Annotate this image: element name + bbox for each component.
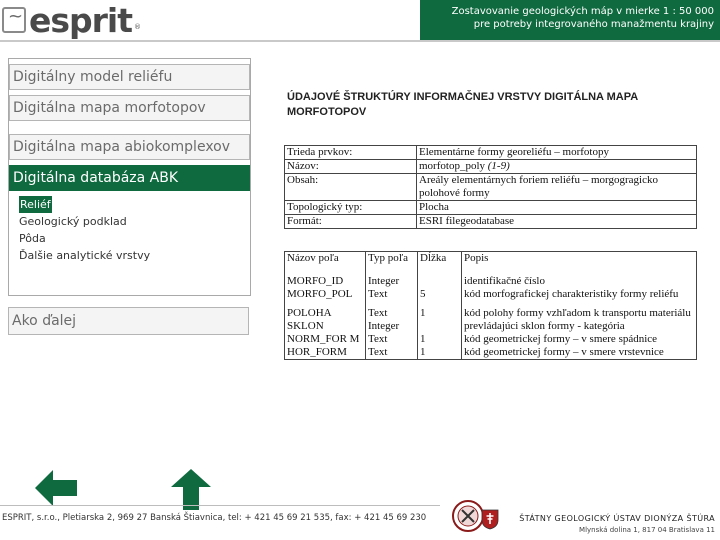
nav-item-next-steps[interactable]: Ako ďalej [8, 307, 249, 335]
field-name: HOR_FORM [285, 346, 366, 360]
attribute-table [284, 251, 697, 360]
sub-item-geology[interactable]: Geologický podklad [19, 215, 127, 228]
header-field-length: Dĺžka [418, 252, 462, 276]
info-value: Elementárne formy georeliéfu – morfotopy [417, 146, 697, 160]
nav-item-morphotope-map[interactable]: Digitálna mapa morfotopov [9, 95, 250, 121]
footer-contact: ESPRIT, s.r.o., Pletiarska 2, 969 27 Banská Štiavnica, tel: + 421 45 69 21 535, fax: + 421 45 69 230 [2, 513, 427, 523]
footer-divider [0, 505, 440, 506]
info-row [285, 174, 697, 201]
info-key: Formát: [285, 215, 417, 229]
info-row [285, 215, 697, 229]
info-value-range: (1-9) [487, 160, 510, 172]
sub-item-relief[interactable]: Reliéf [20, 198, 51, 211]
field-length: 1 [418, 333, 462, 346]
field-length [418, 320, 462, 333]
nav-item-abk-database[interactable]: Digitálna databáza ABK [9, 165, 250, 191]
field-type: Integer [366, 320, 418, 333]
attribute-row [285, 275, 697, 288]
field-type: Text [366, 301, 418, 320]
info-key: Trieda prvkov: [285, 146, 417, 160]
info-key: Obsah: [285, 174, 417, 201]
attribute-row [285, 301, 697, 320]
field-type: Text [366, 288, 418, 301]
field-description: kód polohy formy vzhľadom k transportu materiálu [462, 301, 697, 320]
field-name: NORM_FOR M [285, 333, 366, 346]
info-key: Názov: [285, 160, 417, 174]
institution-name: ŠTÁTNY GEOLOGICKÝ ÚSTAV DIONÝZA ŠTÚRA [519, 514, 715, 523]
field-description: kód morfografickej charakteristiky formy reliéfu [462, 288, 697, 301]
esprit-logo-mark-icon [2, 7, 26, 33]
attribute-row [285, 320, 697, 333]
esprit-logo [2, 2, 141, 38]
field-name: POLOHA [285, 301, 366, 320]
sub-item-soil[interactable]: Pôda [19, 232, 46, 245]
header-field-name: Názov poľa [285, 252, 366, 276]
field-type: Text [366, 346, 418, 360]
info-row [285, 146, 697, 160]
attribute-header-row [285, 252, 697, 276]
info-value: ESRI filegeodatabase [417, 215, 697, 229]
field-name: SKLON [285, 320, 366, 333]
info-table [284, 145, 697, 229]
info-row [285, 160, 697, 174]
info-row [285, 201, 697, 215]
nav-item-abiocomplex-map[interactable]: Digitálna mapa abiokomplexov [9, 134, 250, 160]
banner-line-1: Zostavovanie geologických máp v mierke 1 : 50 000 [451, 6, 714, 17]
field-description: kód geometrickej formy – v smere spádnice [462, 333, 697, 346]
attribute-row [285, 346, 697, 360]
field-description: kód geometrickej formy – v smere vrstevnice [462, 346, 697, 360]
info-value: Plocha [417, 201, 697, 215]
sub-item-other-layers[interactable]: Ďalšie analytické vrstvy [19, 249, 151, 262]
info-value [417, 160, 697, 174]
field-length [418, 275, 462, 288]
field-name: MORFO_POL [285, 288, 366, 301]
field-description: identifikačné číslo [462, 275, 697, 288]
institution-address: Mlynská dolina 1, 817 04 Bratislava 11 [579, 526, 715, 534]
logo-text: esprit [29, 0, 133, 40]
field-length: 1 [418, 346, 462, 360]
info-value: Areály elementárnych foriem reliéfu – morgogragicko polohové formy [417, 174, 697, 201]
nav-panel [8, 58, 251, 296]
attribute-row [285, 333, 697, 346]
header-field-type: Typ poľa [366, 252, 418, 276]
attribute-row [285, 288, 697, 301]
field-name: MORFO_ID [285, 275, 366, 288]
back-button[interactable] [33, 466, 79, 510]
field-type: Text [366, 333, 418, 346]
field-type: Integer [366, 275, 418, 288]
header-field-description: Popis [462, 252, 697, 276]
field-length: 5 [418, 288, 462, 301]
header [0, 0, 720, 40]
registered-mark: ® [134, 23, 142, 31]
nav-item-digital-relief-model[interactable]: Digitálny model reliéfu [9, 64, 250, 90]
arrow-left-icon [33, 466, 79, 510]
header-divider [0, 40, 720, 42]
field-length: 1 [418, 301, 462, 320]
page-title: ÚDAJOVÉ ŠTRUKTÚRY INFORMAČNEJ VRSTVY DIGITÁLNA MAPA MORFOTOPOV [287, 91, 638, 118]
nav-sub-items [19, 193, 249, 264]
field-description: prevládajúci sklon formy - kategória [462, 320, 697, 333]
info-key: Topologický typ: [285, 201, 417, 215]
info-value-text: morfotop_poly [419, 160, 485, 172]
banner-line-2: pre potreby integrovaného manažmentu krajiny [473, 19, 714, 30]
header-banner [420, 0, 720, 40]
coat-of-arms-icon [480, 508, 500, 530]
